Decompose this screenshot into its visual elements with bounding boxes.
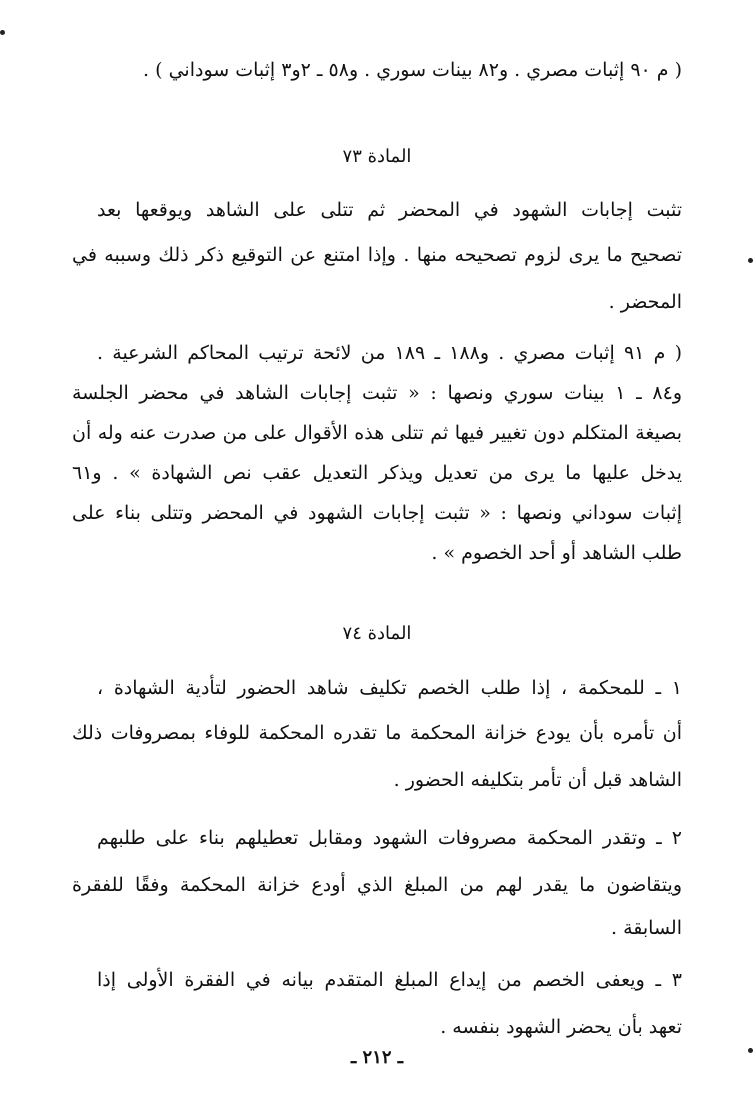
article-73-text-line: تثبت إجابات الشهود في المحضر ثم تتلى على الشاهد ويوقعها بعد xyxy=(97,199,682,221)
article-74-clause-2-line: السابقة . xyxy=(611,917,682,939)
page-number: ـ ٢١٢ ـ xyxy=(350,1047,404,1068)
article-74-clause-3-line: ٣ ـ ويعفى الخصم من إيداع المبلغ المتقدم بيانه في الفقرة الأولى إذا xyxy=(97,969,682,991)
article-74-clause-2-line: ويتقاضون ما يقدر لهم من المبلغ الذي أودع خزانة المحكمة وفقًا للفقرة xyxy=(72,874,682,896)
article-74-clause-3-line: تعهد بأن يحضر الشهود بنفسه . xyxy=(440,1016,682,1038)
article-73-text-line: تصحيح ما يرى لزوم تصحيحه منها . وإذا امتنع عن التوقيع ذكر ذلك وسببه في xyxy=(72,244,682,266)
scan-mark-dot xyxy=(748,1048,753,1053)
article-74-clause-1-line: أن تأمره بأن يودع خزانة المحكمة ما تقدره المحكمة للوفاء بمصروفات ذلك xyxy=(72,722,682,744)
article-74-heading: المادة ٧٤ xyxy=(342,623,412,644)
article-74-clause-2-line: ٢ ـ وتقدر المحكمة مصروفات الشهود ومقابل تعطيلهم بناء على طلبهم xyxy=(97,827,682,849)
article-73-note-line: طلب الشاهد أو أحد الخصوم » . xyxy=(431,542,682,564)
scan-mark-dot xyxy=(748,258,753,263)
article-73-note-line: بصيغة المتكلم دون تغيير فيها ثم تتلى هذه الأقوال على من صدرت عنه وله أن xyxy=(72,422,682,444)
scan-mark-dot xyxy=(0,30,5,35)
article-73-note-line: إثبات سوداني ونصها : « تثبت إجابات الشهود في المحضر وتتلى بناء على xyxy=(72,502,682,524)
article-74-clause-1-line: الشاهد قبل أن تأمر بتكليفه الحضور . xyxy=(393,769,682,791)
citation-line: ( م ٩٠ إثبات مصري . و٨٢ بينات سوري . و٥٨ ـ ٢و٣ إثبات سوداني ) . xyxy=(143,59,682,81)
article-73-note-line: و٨٤ ـ ١ بينات سوري ونصها : « تثبت إجابات الشاهد في محضر الجلسة xyxy=(72,382,682,404)
article-73-note-line: يدخل عليها ما يرى من تعديل ويذكر التعديل عقب نص الشهادة » . و٦١ xyxy=(72,462,682,484)
article-73-heading: المادة ٧٣ xyxy=(342,146,412,167)
article-73-note-line: ( م ٩١ إثبات مصري . و١٨٨ ـ ١٨٩ من لائحة ترتيب المحاكم الشرعية . xyxy=(97,342,682,364)
article-73-text-line: المحضر . xyxy=(608,291,682,313)
article-74-clause-1-line: ١ ـ للمحكمة ، إذا طلب الخصم تكليف شاهد الحضور لتأدية الشهادة ، xyxy=(97,677,682,699)
